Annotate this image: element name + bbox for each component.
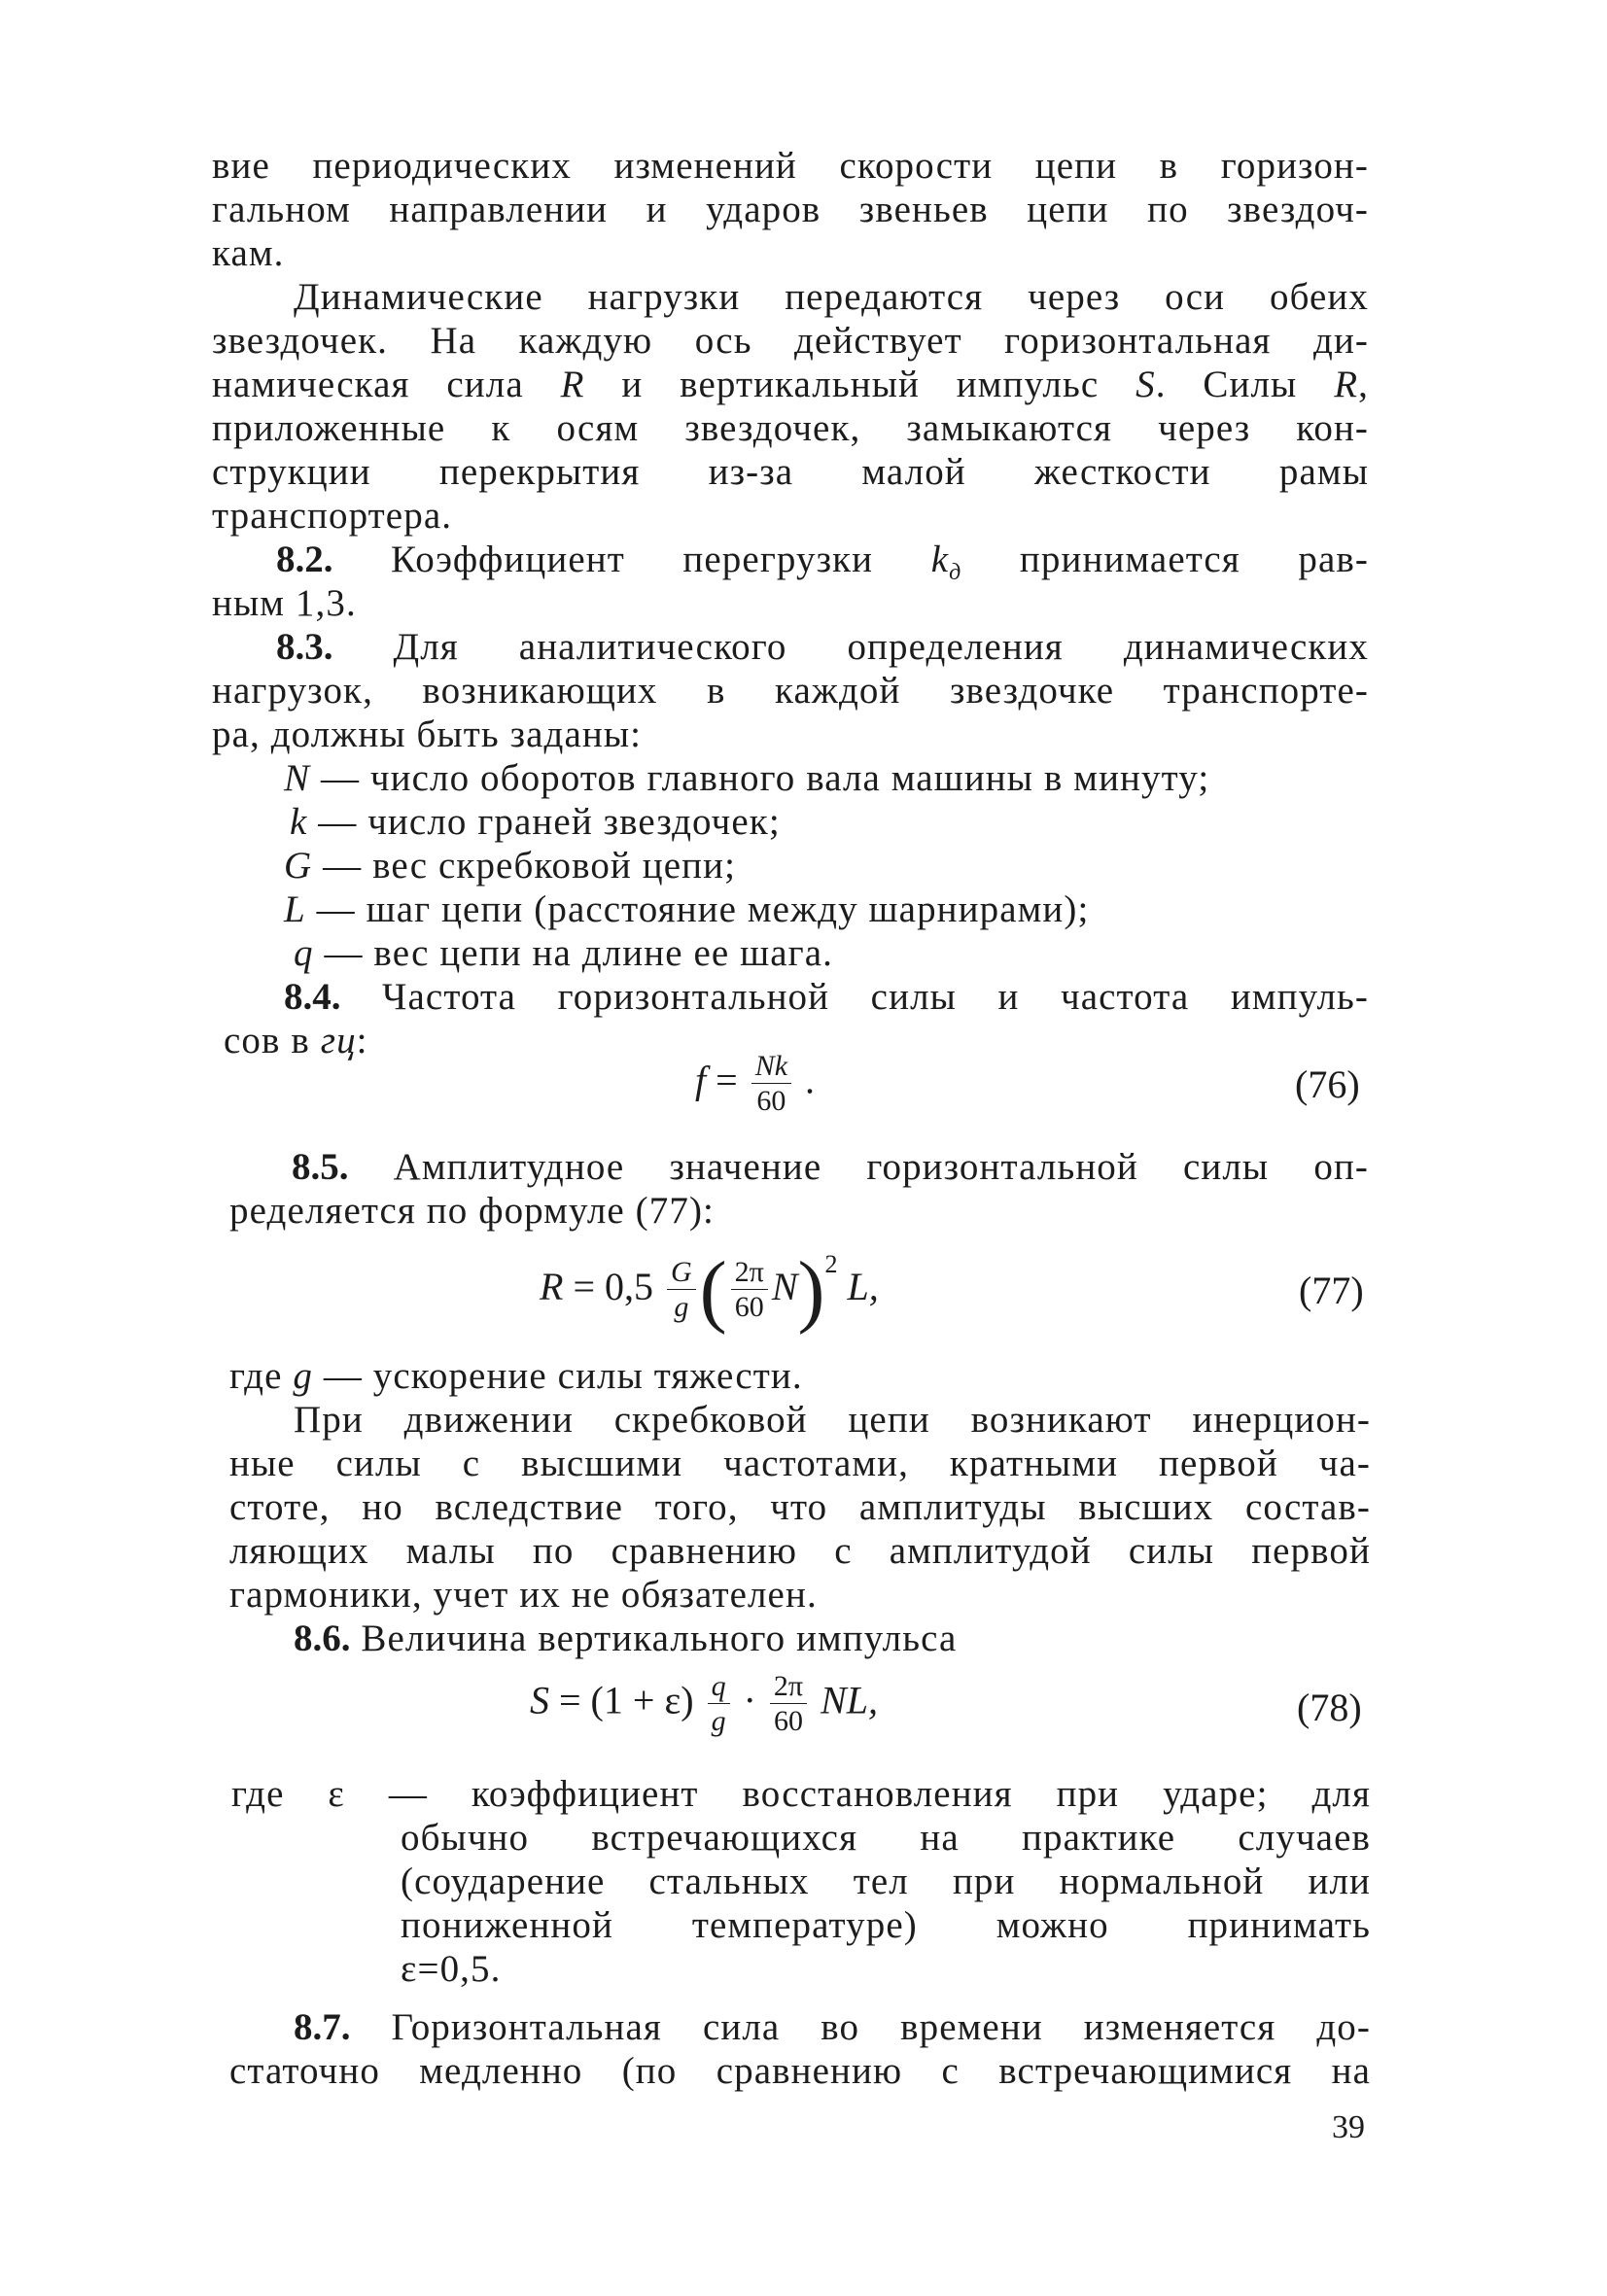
text-line: где ε — коэффициент восстановления при ударе; для — [231, 1773, 1371, 1815]
equation-number: (78) — [1297, 1686, 1362, 1729]
text-line: 8.6. Величина вертикального импульса — [294, 1618, 958, 1659]
definition-line: k — число граней звездочек; — [290, 801, 781, 843]
text-line: 8.4. Частота горизонтальной силы и частота импуль- — [284, 976, 1369, 1018]
text-line: вие периодических изменений скорости цепи в горизон- — [212, 145, 1369, 187]
definition-line: q — вес цепи на длине ее шага. — [294, 932, 834, 974]
formula-78: S = (1 + ε) $\frac{q}{g}$ · $\frac{2\pi}{60}$ NL, — [530, 1670, 878, 1737]
definition-line: L — шаг цепи (расстояние между шарнирами); — [284, 888, 1090, 930]
text-line: Динамические нагрузки передаются через оси обеих — [294, 276, 1369, 318]
text-line: приложенные к осям звездочек, замыкаются через кон- — [212, 407, 1369, 449]
fraction: $\frac{q}{g}$ — [708, 1670, 730, 1739]
page-number: 39 — [1332, 2109, 1365, 2145]
fraction: $\frac{Nk}{60}$ — [751, 1050, 791, 1119]
equation-number: (77) — [1299, 1269, 1364, 1312]
text-line: стоте, но вследствие того, что амплитуды высших состав- — [229, 1486, 1371, 1528]
text-line: ε=0,5. — [401, 1948, 502, 1990]
text-line: 8.7. Горизонтальная сила во времени изменяется до- — [294, 2006, 1371, 2048]
definition-line: G — вес скребковой цепи; — [284, 845, 736, 887]
formula-77: R = 0,5 $\frac{G}{g}$ ( $\frac{2\pi}{60}$ N)$^2$ L, — [540, 1244, 879, 1336]
text-line: звездочек. На каждую ось действует горизонтальная ди- — [212, 320, 1369, 362]
text-line: 8.3. Для аналитического определения динамических — [276, 626, 1369, 668]
text-line: 8.2. Коэффициент перегрузки $k_д$ принимается рав- — [276, 539, 1369, 585]
text-line: пониженной температуре) можно принимать — [401, 1904, 1371, 1946]
text-line: При движении скребковой цепи возникают инерцион- — [294, 1399, 1371, 1441]
text-line: ным 1,3. — [212, 582, 357, 624]
text-line: намическая сила R и вертикальный импульс S. Силы R, — [212, 364, 1369, 405]
text-line: ра, должны быть заданы: — [212, 713, 643, 755]
definition-line: N — число оборотов главного вала машины в минуту; — [284, 757, 1210, 799]
text-line: ные силы с высшими частотами, кратными первой ча- — [229, 1443, 1371, 1484]
text-line: кам. — [212, 232, 285, 274]
formula-76: f = $\frac{Nk}{60}$ . — [695, 1050, 816, 1117]
text-line: гармоники, учет их не обязателен. — [229, 1574, 818, 1616]
fraction: $\frac{2\pi}{60}$ — [731, 1256, 768, 1325]
text-line: (соударение стальных тел при нормальной или — [401, 1861, 1371, 1902]
text-line: обычно встречающихся на практике случаев — [401, 1817, 1371, 1859]
text-line: гальном направлении и ударов звеньев цепи по звездоч- — [212, 189, 1369, 230]
text-line: сов в гц: — [224, 1020, 368, 1061]
text-line: ляющих малы по сравнению с амплитудой силы первой — [229, 1530, 1371, 1572]
fraction: $\frac{2\pi}{60}$ — [770, 1670, 807, 1739]
equation-number: (76) — [1295, 1062, 1360, 1106]
fraction: $\frac{G}{g}$ — [667, 1256, 696, 1325]
text-line: статочно медленно (по сравнению с встречающимися на — [229, 2050, 1371, 2092]
text-line: 8.5. Амплитудное значение горизонтальной силы оп- — [292, 1146, 1369, 1188]
text-line: струкции перекрытия из-за малой жесткости рамы — [212, 451, 1369, 493]
text-line: транспортера. — [212, 495, 453, 537]
text-line: нагрузок, возникающих в каждой звездочке транспорте- — [212, 670, 1369, 712]
text-line: где g — ускорение силы тяжести. — [229, 1355, 803, 1397]
text-line: ределяется по формуле (77): — [229, 1190, 715, 1232]
